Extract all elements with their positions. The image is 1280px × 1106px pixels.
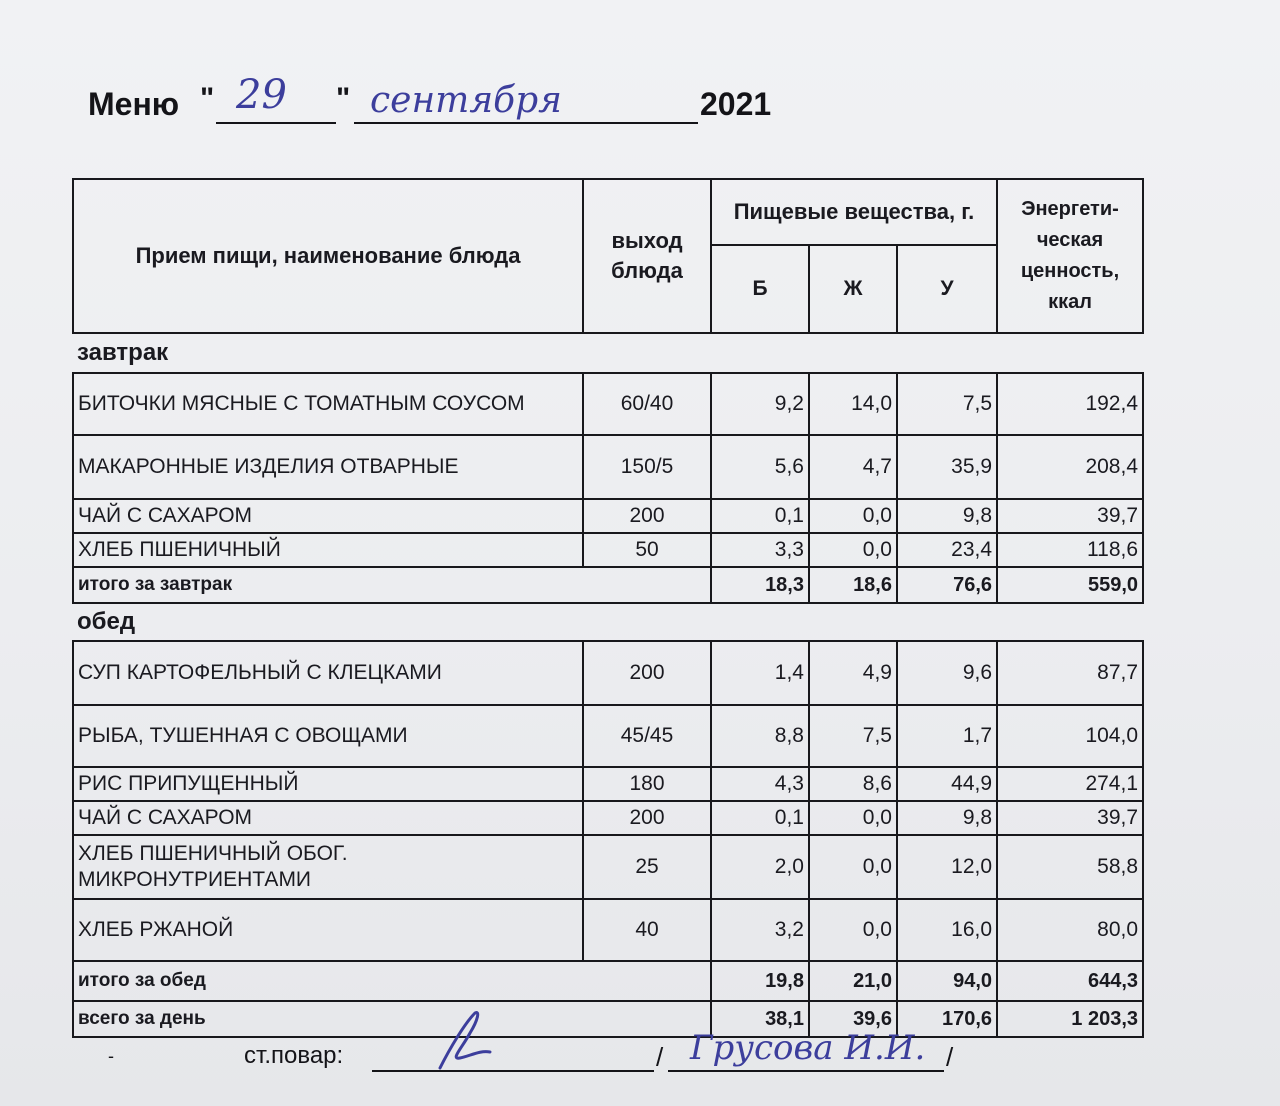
section-lunch-title: обед: [77, 608, 136, 635]
dish-protein: 3,2: [711, 899, 809, 961]
section-title-row: [73, 603, 1143, 641]
dish-protein: 9,2: [711, 373, 809, 435]
dish-fat: 0,0: [809, 499, 897, 533]
total-carbs: 76,6: [897, 567, 997, 603]
col-protein-header: Б: [711, 245, 809, 333]
day-total-protein: 38,1: [711, 1001, 809, 1037]
total-kcal: 644,3: [997, 961, 1143, 1001]
dish-fat: 0,0: [809, 835, 897, 899]
col-carbs-header: У: [897, 245, 997, 333]
dish-protein: 0,1: [711, 499, 809, 533]
dish-kcal: 192,4: [997, 373, 1143, 435]
dish-protein: 2,0: [711, 835, 809, 899]
col-portion-header: выход блюда: [583, 179, 711, 333]
dish-name: ЧАЙ С САХАРОМ: [73, 499, 583, 533]
dish-name: РИС ПРИПУЩЕННЫЙ: [73, 767, 583, 801]
dish-protein: 4,3: [711, 767, 809, 801]
dish-kcal: 80,0: [997, 899, 1143, 961]
handwritten-chef-name: Грусова И.И.: [690, 1028, 926, 1068]
dish-carbs: 9,8: [897, 801, 997, 835]
col-nutrients-header: Пищевые вещества, г.: [711, 179, 997, 245]
dish-carbs: 23,4: [897, 533, 997, 567]
dish-name: ХЛЕБ ПШЕНИЧНЫЙ: [73, 533, 583, 567]
dish-carbs: 9,8: [897, 499, 997, 533]
table-row: [73, 835, 1143, 899]
dish-carbs: 12,0: [897, 835, 997, 899]
dish-kcal: 274,1: [997, 767, 1143, 801]
dish-name: ХЛЕБ РЖАНОЙ: [73, 899, 583, 961]
dish-portion: 180: [583, 767, 711, 801]
dish-portion: 45/45: [583, 705, 711, 767]
dish-portion: 60/40: [583, 373, 711, 435]
lunch-total-row: [73, 961, 1143, 1001]
signature-underline: [372, 1070, 654, 1072]
open-quote: ": [200, 82, 215, 115]
heading-year: 2021: [700, 86, 772, 122]
section-title-row: [73, 333, 1143, 373]
dish-fat: 0,0: [809, 801, 897, 835]
dish-fat: 14,0: [809, 373, 897, 435]
dish-name: РЫБА, ТУШЕННАЯ С ОВОЩАМИ: [73, 705, 583, 767]
total-protein: 19,8: [711, 961, 809, 1001]
table-row: [73, 801, 1143, 835]
dish-name: ХЛЕБ ПШЕНИЧНЫЙ ОБОГ. МИКРОНУТРИЕНТАМИ: [73, 835, 583, 899]
chef-label: ст.повар:: [244, 1042, 344, 1069]
dish-name: БИТОЧКИ МЯСНЫЕ С ТОМАТНЫМ СОУСОМ: [73, 373, 583, 435]
dish-kcal: 58,8: [997, 835, 1143, 899]
dish-fat: 8,6: [809, 767, 897, 801]
section-breakfast-title: завтрак: [77, 339, 169, 366]
dish-portion: 200: [583, 801, 711, 835]
handwritten-signature: [420, 1008, 510, 1078]
dish-fat: 4,9: [809, 641, 897, 705]
day-underline: [216, 122, 336, 124]
day-total-carbs: 170,6: [897, 1001, 997, 1037]
total-fat: 21,0: [809, 961, 897, 1001]
col-meal-header: Прием пищи, наименование блюда: [73, 179, 583, 333]
dish-portion: 25: [583, 835, 711, 899]
table-row: [73, 641, 1143, 705]
total-kcal: 559,0: [997, 567, 1143, 603]
dish-fat: 7,5: [809, 705, 897, 767]
table-row: [73, 499, 1143, 533]
dish-name: ЧАЙ С САХАРОМ: [73, 801, 583, 835]
dish-portion: 200: [583, 499, 711, 533]
dish-kcal: 39,7: [997, 801, 1143, 835]
close-quote: ": [336, 82, 351, 115]
total-fat: 18,6: [809, 567, 897, 603]
dish-kcal: 87,7: [997, 641, 1143, 705]
day-total-row: [73, 1001, 1143, 1037]
day-total-kcal: 1 203,3: [997, 1001, 1143, 1037]
dish-carbs: 16,0: [897, 899, 997, 961]
heading-prefix: Меню: [88, 86, 180, 122]
dish-protein: 0,1: [711, 801, 809, 835]
menu-table: [72, 178, 1144, 1038]
month-underline: [354, 122, 698, 124]
handwritten-month: сентября: [370, 80, 563, 121]
table-row: [73, 899, 1143, 961]
dish-fat: 0,0: [809, 533, 897, 567]
signature-slash-open: /: [656, 1042, 664, 1072]
col-fat-header: Ж: [809, 245, 897, 333]
dish-portion: 200: [583, 641, 711, 705]
dish-carbs: 35,9: [897, 435, 997, 499]
menu-heading: [88, 72, 808, 138]
dish-carbs: 7,5: [897, 373, 997, 435]
dish-protein: 5,6: [711, 435, 809, 499]
breakfast-total-row: [73, 567, 1143, 603]
dish-protein: 1,4: [711, 641, 809, 705]
chef-signature-line: [244, 1028, 964, 1088]
dish-fat: 0,0: [809, 899, 897, 961]
total-label: итого за завтрак: [73, 567, 711, 603]
margin-dash: -: [108, 1046, 114, 1066]
dish-kcal: 118,6: [997, 533, 1143, 567]
total-carbs: 94,0: [897, 961, 997, 1001]
dish-kcal: 39,7: [997, 499, 1143, 533]
dish-portion: 50: [583, 533, 711, 567]
dish-kcal: 104,0: [997, 705, 1143, 767]
dish-portion: 40: [583, 899, 711, 961]
dish-protein: 8,8: [711, 705, 809, 767]
total-label: итого за обед: [73, 961, 711, 1001]
dish-kcal: 208,4: [997, 435, 1143, 499]
table-row: [73, 767, 1143, 801]
handwritten-day: 29: [236, 72, 287, 118]
header-row-1: [73, 179, 1143, 245]
dish-portion: 150/5: [583, 435, 711, 499]
name-underline: [668, 1070, 944, 1072]
day-total-label: всего за день: [73, 1001, 711, 1037]
dish-fat: 4,7: [809, 435, 897, 499]
day-total-fat: 39,6: [809, 1001, 897, 1037]
dish-name: МАКАРОННЫЕ ИЗДЕЛИЯ ОТВАРНЫЕ: [73, 435, 583, 499]
table-row: [73, 705, 1143, 767]
table-row: [73, 435, 1143, 499]
dish-name: СУП КАРТОФЕЛЬНЫЙ С КЛЕЦКАМИ: [73, 641, 583, 705]
dish-protein: 3,3: [711, 533, 809, 567]
table-row: [73, 533, 1143, 567]
dish-carbs: 9,6: [897, 641, 997, 705]
dish-carbs: 1,7: [897, 705, 997, 767]
signature-slash-close: /: [946, 1042, 954, 1072]
table-row: [73, 373, 1143, 435]
col-energy-header: Энергети-ческая ценность, ккал: [997, 179, 1143, 333]
total-protein: 18,3: [711, 567, 809, 603]
dish-carbs: 44,9: [897, 767, 997, 801]
